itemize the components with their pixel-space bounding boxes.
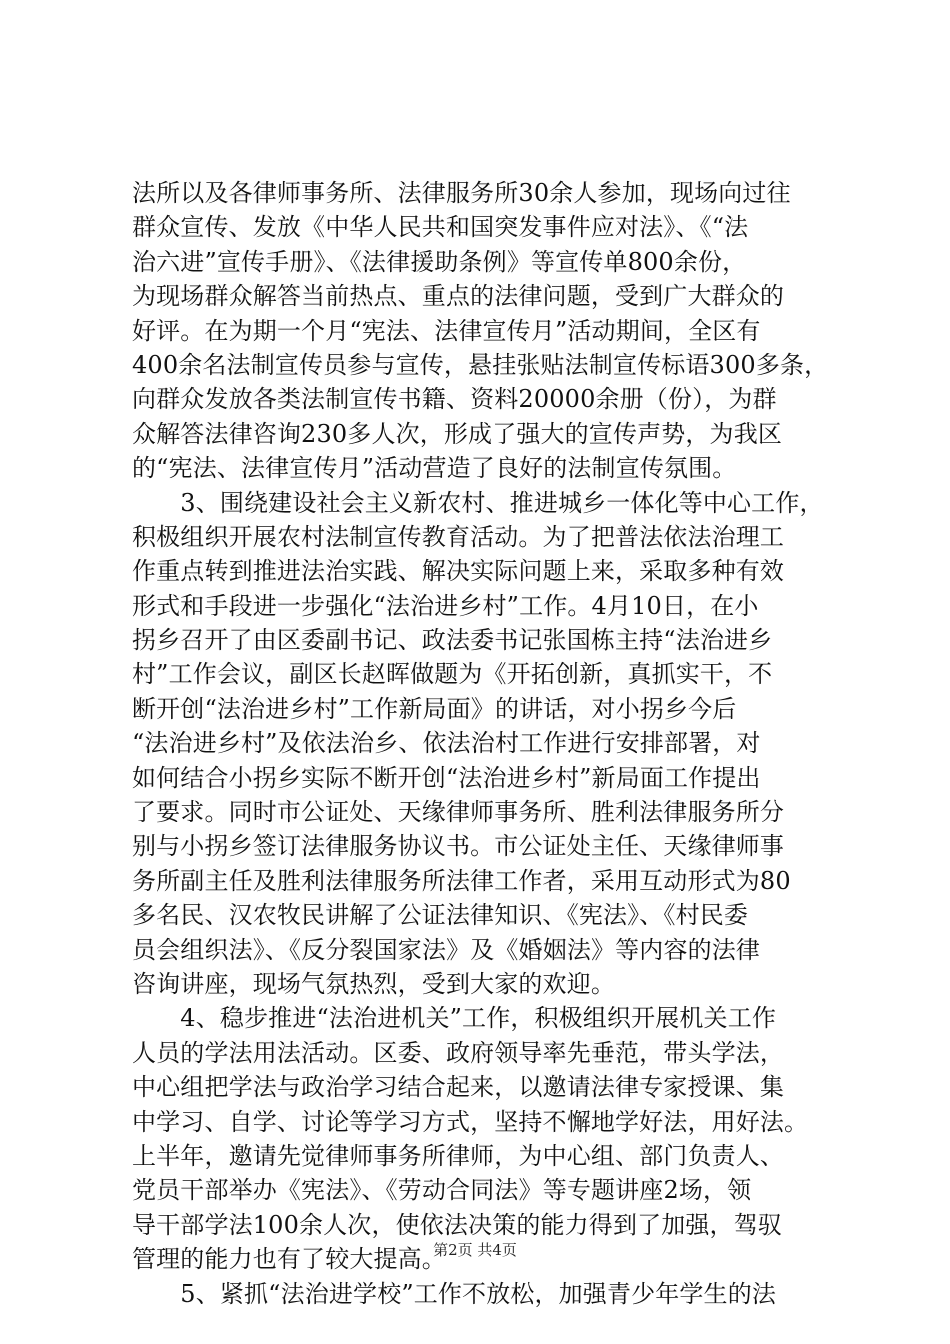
text-line: 断开创“法治进乡村”工作新局面》的讲话，对小拐乡今后 bbox=[132, 694, 737, 723]
text-line: 多名民、汉农牧民讲解了公证法律知识、《宪法》、《村民委 bbox=[132, 901, 749, 930]
text-line: 党员干部举办《宪法》、《劳动合同法》等专题讲座2场，领 bbox=[132, 1176, 752, 1205]
text-line: 上半年，邀请先觉律师事务所律师，为中心组、部门负责人、 bbox=[132, 1141, 785, 1170]
text-line: 别与小拐乡签订法律服务协议书。市公证处主任、天缘律师事 bbox=[132, 832, 785, 861]
text-line: 400余名法制宣传员参与宣传，悬挂张贴法制宣传标语300多条， bbox=[132, 350, 829, 379]
text-line: 积极组织开展农村法制宣传教育活动。为了把普法依法治理工 bbox=[132, 522, 785, 551]
text-line: 为现场群众解答当前热点、重点的法律问题，受到广大群众的 bbox=[132, 282, 785, 311]
text-line: 员会组织法》、《反分裂国家法》及《婚姻法》等内容的法律 bbox=[132, 935, 761, 964]
text-line: 作重点转到推进法治实践、解决实际问题上来，采取多种有效 bbox=[132, 557, 785, 586]
text-line: 形式和手段进一步强化“法治进乡村”工作。4月10日，在小 bbox=[132, 591, 759, 620]
text-line: 中心组把学法与政治学习结合起来，以邀请法律专家授课、集 bbox=[132, 1073, 785, 1102]
text-line: 拐乡召开了由区委副书记、政法委书记张国栋主持“法治进乡 bbox=[132, 626, 773, 655]
text-line: 人员的学法用法活动。区委、政府领导率先垂范，带头学法， bbox=[132, 1038, 785, 1067]
text-line: 如何结合小拐乡实际不断开创“法治进乡村”新局面工作提出 bbox=[132, 763, 761, 792]
text-line: 群众宣传、发放《中华人民共和国突发事件应对法》、《“法 bbox=[132, 213, 749, 242]
text-line: 的“宪法、法律宣传月”活动营造了良好的法制宣传氛围。 bbox=[132, 454, 737, 483]
document-body bbox=[132, 176, 832, 1311]
text-line: 众解答法律咨询230多人次，形成了强大的宣传声势，为我区 bbox=[132, 419, 783, 448]
text-line: 了要求。同时市公证处、天缘律师事务所、胜利法律服务所分 bbox=[132, 798, 785, 827]
text-line: 村”工作会议，副区长赵晖做题为《开拓创新，真抓实干，不 bbox=[132, 660, 773, 689]
text-line: 管理的能力也有了较大提高。 bbox=[132, 1245, 446, 1274]
text-line: 中学习、自学、讨论等学习方式，坚持不懈地学好法，用好法。 bbox=[132, 1107, 809, 1136]
text-line: “法治进乡村”及依法治乡、依法治村工作进行安排部署，对 bbox=[132, 729, 761, 758]
text-line: 3、围绕建设社会主义新农村、推进城乡一体化等中心工作， bbox=[132, 488, 824, 517]
text-line: 治六进”宣传手册》、《法律援助条例》等宣传单800余份， bbox=[132, 247, 747, 276]
text-line: 导干部学法100余人次，使依法决策的能力得到了加强，驾驭 bbox=[132, 1210, 783, 1239]
text-line: 务所副主任及胜利法律服务所法律工作者，采用互动形式为80 bbox=[132, 866, 791, 895]
text-line: 咨询讲座，现场气氛热烈，受到大家的欢迎。 bbox=[132, 969, 615, 998]
text-line: 好评。在为期一个月“宪法、法律宣传月”活动期间，全区有 bbox=[132, 316, 761, 345]
text-line: 向群众发放各类法制宣传书籍、资料20000余册（份），为群 bbox=[132, 385, 777, 414]
text-line: 4、稳步推进“法治进机关”工作，积极组织开展机关工作 bbox=[132, 1004, 777, 1033]
text-line: 5、紧抓“法治进学校”工作不放松，加强青少年学生的法 bbox=[132, 1279, 777, 1308]
page-footer: 第2页 共4页 bbox=[433, 1241, 517, 1259]
text-line: 法所以及各律师事务所、法律服务所30余人参加，现场向过往 bbox=[132, 179, 791, 207]
